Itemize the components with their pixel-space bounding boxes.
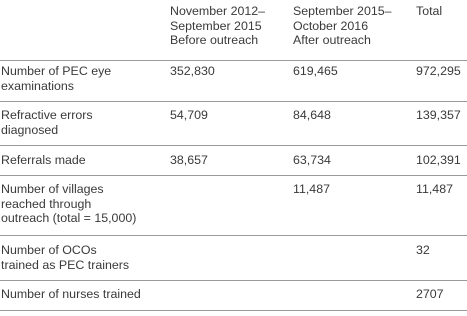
after-outreach-value: 63,734 bbox=[293, 153, 331, 167]
row-label-line: trained as PEC trainers bbox=[1, 257, 130, 272]
after-outreach-value: 619,465 bbox=[293, 64, 338, 78]
row-label-line: outreach (total = 15,000) bbox=[1, 211, 137, 225]
row-divider bbox=[0, 145, 467, 146]
column-header-before-outreach bbox=[170, 4, 265, 48]
before-outreach-value: 54,709 bbox=[170, 108, 208, 122]
row-label bbox=[1, 243, 167, 272]
row-label-line: Referrals made bbox=[1, 153, 86, 167]
row-label-line: examinations bbox=[1, 78, 75, 93]
row-label bbox=[1, 153, 167, 168]
row-divider bbox=[0, 280, 467, 281]
column-header-line: September 2015– bbox=[293, 4, 392, 18]
row-label-line: reached through bbox=[1, 196, 92, 211]
row-label-line: Number of PEC eye bbox=[1, 64, 112, 78]
total-value: 139,357 bbox=[416, 108, 461, 122]
row-divider bbox=[0, 175, 467, 176]
table-header bbox=[0, 0, 467, 60]
row-label-line: Number of nurses trained bbox=[1, 287, 141, 301]
total-value: 32 bbox=[416, 243, 430, 257]
row-label bbox=[1, 182, 167, 226]
before-outreach-value: 352,830 bbox=[170, 64, 215, 78]
column-header-line: November 2012– bbox=[170, 4, 266, 18]
row-label-line: Refractive errors bbox=[1, 108, 93, 122]
column-header-total bbox=[416, 4, 442, 19]
after-outreach-value: 84,648 bbox=[293, 108, 331, 122]
row-label bbox=[1, 108, 167, 137]
row-divider bbox=[0, 101, 467, 102]
column-header-line: After outreach bbox=[293, 33, 371, 47]
row-label-line: diagnosed bbox=[1, 122, 59, 137]
header-divider bbox=[0, 60, 467, 61]
row-label bbox=[1, 64, 167, 93]
total-value: 2707 bbox=[416, 287, 444, 301]
after-outreach-value: 11,487 bbox=[293, 182, 330, 196]
row-label-line: Number of villages bbox=[1, 182, 104, 196]
row-divider bbox=[0, 235, 467, 236]
before-outreach-value: 38,657 bbox=[170, 153, 208, 167]
row-label-line: Number of OCOs bbox=[1, 243, 97, 257]
column-header-line: Total bbox=[416, 4, 443, 18]
row-label bbox=[1, 287, 167, 302]
column-header-after-outreach bbox=[293, 4, 392, 48]
total-value: 102,391 bbox=[416, 153, 461, 167]
column-header-line: October 2016 bbox=[293, 18, 369, 33]
column-header-line: September 2015 bbox=[170, 18, 262, 33]
total-value: 972,295 bbox=[416, 64, 461, 78]
total-value: 11,487 bbox=[416, 182, 453, 196]
column-header-line: Before outreach bbox=[170, 33, 259, 47]
table-bottom-rule bbox=[0, 310, 467, 311]
